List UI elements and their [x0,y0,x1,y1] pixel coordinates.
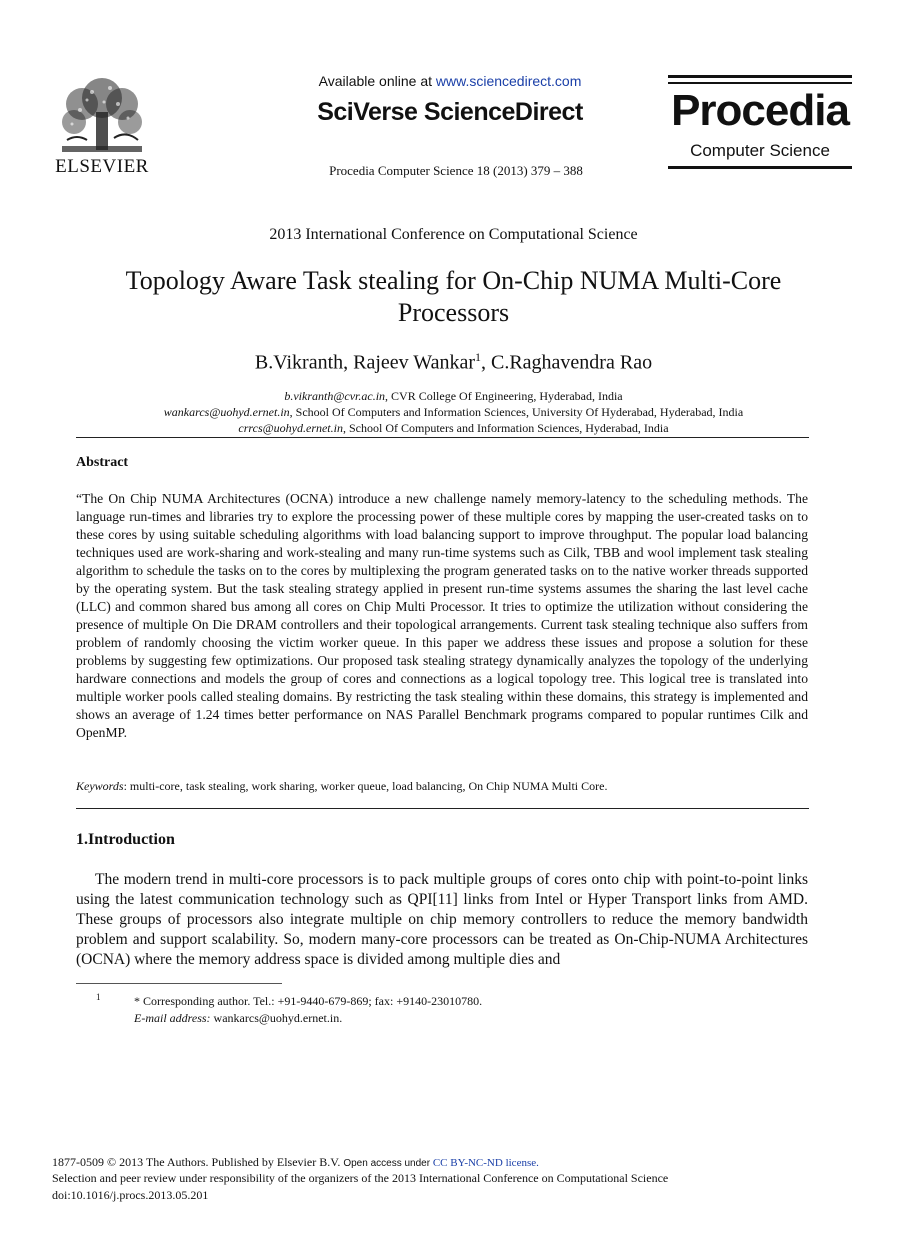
abstract-heading: Abstract [76,455,129,470]
affiliation-3-email: crrcs@uohyd.ernet.in [238,421,343,435]
authors-part-b: , C.Raghavendra Rao [481,351,653,374]
conference-name: 2013 International Conference on Computational Science [269,226,638,243]
publisher-name: ELSEVIER [55,156,149,177]
abstract-body: “The On Chip NUMA Architectures (OCNA) introduce a new challenge namely memory-latency to the scheduling methods. The language run-times and libraries try to explore the processing power of these multiple cores by mapping the user-created tasks on to these cores by using suitable scheduling algorithms with load balancing support to improve throughput. The popular load balancing techniques used are work-sharing and work-stealing and many run-time systems such as Cilk, TBB and wool implement task stealing algorithm to schedule the tasks on to the cores by multiplexing the program generated tasks on to the native worker threads supported by the operating system. But the task stealing strategy applied in present run-time systems assumes the sharing the last level cache (LLC) and common shared bus among all cores on Chip Multi Processor. It tries to optimize the utilization without considering the presence of multiple On Die DRAM controllers and their topological arrangements. Current task stealing technique also suffers from problem of randomly choosing the victim worker queue. In this paper we address these issues and propose a solution for these problems by suggesting few optimizations. Our proposed task stealing strategy dynamically analyzes the topology of the underlying hardware connections and models the group of cores and connections as a logical topology tree. This logical tree is translated into multiple worker pools called stealing domains. By restricting the task stealing within these domains, this strategy is implemented and shows an average of 1.24 times better performance on NAS Parallel Benchmark programs compared to popular runtimes Cilk and OpenMP. [76,491,808,740]
introduction-heading: 1.Introduction [76,831,175,848]
affiliation-1 [0,389,907,404]
affiliation-2-text: , School Of Computers and Information Sciences, University Of Hyderabad, Hyderabad, India [289,405,744,419]
keywords-label: Keywords [76,779,124,793]
logo-rule-top-1 [668,75,852,78]
logo-rule-bottom [668,166,852,169]
footnote-email-line [134,1011,342,1026]
divider-bottom [76,808,809,809]
footer-review: Selection and peer review under responsibility of the organizers of the 2013 International Conference on Computational Science [52,1171,669,1185]
affiliation-3 [0,421,907,436]
keywords-line [76,779,808,794]
logo-rule-top-2 [668,82,852,84]
platform-logo: SciVerse ScienceDirect [317,98,583,126]
introduction-body: The modern trend in multi-core processors is to pack multiple groups of cores onto chip with point-to-point links using the latest communication technology such as QPI[11] links from Intel or Hyper Transport links from AMD. These groups of processors also integrate multiple on chip memory controllers to reduce the memory bandwidth problem and support scalability. So, modern many-core processors can be treated as On-Chip-NUMA Architectures (OCNA) where the memory address space is divided among multiple dies and [76,871,808,968]
affiliation-2-email: wankarcs@uohyd.ernet.in [163,405,290,419]
affiliation-2 [0,405,907,420]
footnote-corresponding: * Corresponding author. Tel.: +91-9440-679-869; fax: +9140-23010780. [134,994,483,1008]
affiliation-1-email: b.vikranth@cvr.ac.in [284,389,386,403]
footnote-number: 1 [96,992,101,1002]
authors-part-a: B.Vikranth, Rajeev Wankar [254,351,475,374]
footnote-rule [76,983,282,984]
elsevier-logo [52,74,152,178]
divider-top [76,437,809,438]
footnote-email: wankarcs@uohyd.ernet.in. [210,1011,343,1025]
footnote-email-label: E-mail address: [134,1011,211,1025]
footer-issn-line [52,1155,539,1170]
elsevier-tree-icon [52,74,152,156]
author-footnote-marker: 1 [475,350,481,364]
license-link[interactable]: CC BY-NC-ND license. [432,1157,539,1169]
paper-title-line-1: Topology Aware Task stealing for On-Chip NUMA Multi-Core [125,266,782,295]
affiliation-1-text: , CVR College Of Engineering, Hyderabad, India [385,389,623,403]
available-online [250,73,650,89]
affiliation-3-text: , School Of Computers and Information Sciences, Hyderabad, India [342,421,669,435]
journal-reference: Procedia Computer Science 18 (2013) 379 – 388 [329,163,583,178]
procedia-subtitle: Computer Science [690,141,830,160]
footer-issn: 1877-0509 © 2013 The Authors. Published by Elsevier B.V. [52,1155,344,1169]
procedia-logo [668,75,852,171]
available-prefix: Available online at [318,73,436,89]
keywords-list: : multi-core, task stealing, work sharing, worker queue, load balancing, On Chip NUMA Multi Core. [123,779,608,793]
footer-doi: doi:10.1016/j.procs.2013.05.201 [52,1188,209,1202]
sciencedirect-link[interactable]: www.sciencedirect.com [435,73,582,89]
procedia-title: Procedia [671,86,849,135]
footer-open-access: Open access under [343,1158,433,1169]
author-list [0,350,907,375]
paper-title-line-2: Processors [397,298,510,327]
